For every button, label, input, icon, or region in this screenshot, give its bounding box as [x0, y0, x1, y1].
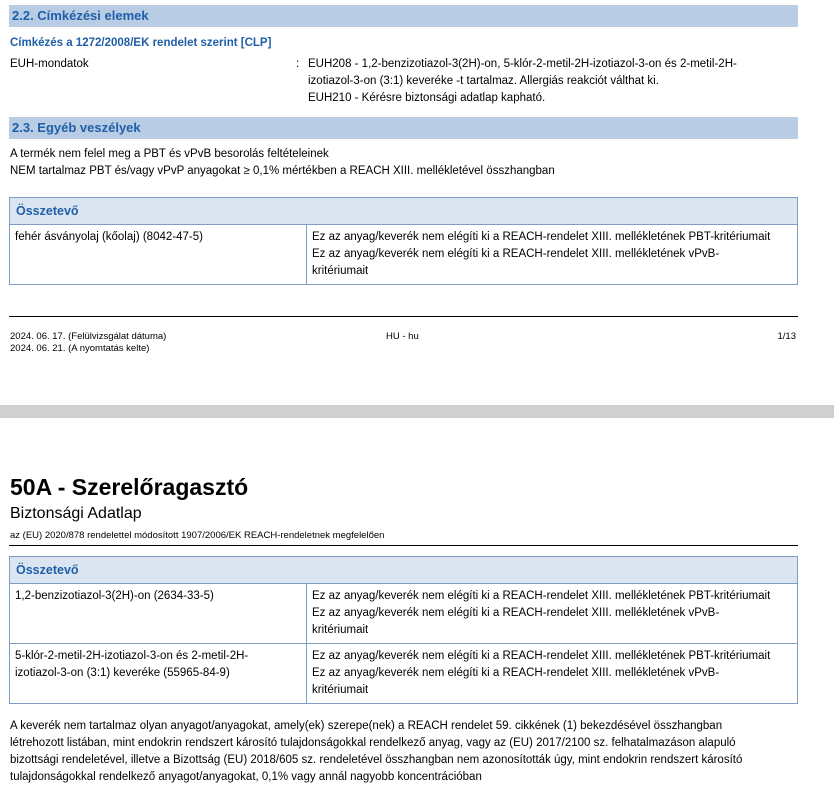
endocrine-line: A keverék nem tartalmaz olyan anyagot/anyagokat, amely(ek) szerepe(nek) a REACH rendelet 59. cikkének (1) bekezdésével összhangban [10, 720, 723, 732]
result-line: Ez az anyag/keverék nem elégíti ki a REACH-rendelet XIII. mellékletének vPvB- [312, 607, 720, 619]
section-2-2-header: 2.2. Címkézési elemek [9, 5, 798, 27]
result-line: kritériumait [312, 684, 369, 696]
result-line: Ez az anyag/keverék nem elégíti ki a REACH-rendelet XIII. mellékletének vPvB- [312, 667, 720, 679]
result-line: Ez az anyag/keverék nem elégíti ki a REACH-rendelet XIII. mellékletének PBT-kritériumait [312, 231, 771, 243]
endocrine-line: létrehozott listában, mint endokrin rendszert károsító tulajdonságokkal rendelkező anyag, vagy az (EU) 2017/2100 sz. felhatalmazáson alapuló [10, 737, 736, 749]
component-line: 5-klór-2-metil-2H-izotiazol-3-on és 2-metil-2H- [15, 650, 249, 662]
pbt-statement [10, 146, 555, 180]
revision-date: 2024. 06. 17. (Felülvizsgálat dátuma) [10, 331, 167, 342]
section-2-3-header: 2.3. Egyéb veszélyek [9, 117, 798, 139]
component-table-1 [9, 197, 798, 285]
footer-language: HU - hu [386, 331, 419, 342]
component-line: 1,2-benzizotiazol-3(2H)-on (2634-33-5) [15, 590, 214, 602]
endocrine-statement [10, 718, 742, 786]
title-rule [9, 545, 798, 546]
table-row [10, 584, 798, 644]
result-line: kritériumait [312, 265, 369, 277]
pbt-line: A termék nem felel meg a PBT és vPvB besorolás feltételeinek [10, 148, 329, 160]
regulation-note: az (EU) 2020/878 rendelettel módosított 1907/2006/EK REACH-rendeletnek megfelelően [10, 530, 385, 541]
euh-line: EUH210 - Kérésre biztonsági adatlap kapható. [308, 92, 546, 104]
pbt-line: NEM tartalmaz PBT és/vagy vPvP anyagokat ≥ 0,1% mértékben a REACH XIII. mellékletével összhangban [10, 165, 555, 177]
euh-line: EUH208 - 1,2-benzizotiazol-3(2H)-on, 5-klór-2-metil-2H-izotiazol-3-on és 2-metil-2H- [308, 58, 737, 70]
document-type: Biztonsági Adatlap [10, 505, 142, 522]
result-line: Ez az anyag/keverék nem elégíti ki a REACH-rendelet XIII. mellékletének vPvB- [312, 248, 720, 260]
footer-rule [9, 316, 798, 317]
component-cell [10, 644, 307, 704]
endocrine-line: bizottsági rendeletével, illetve a Bizottság (EU) 2018/605 sz. rendeletével összhangban nem azonosították úgy, mint endokrin rendszert károsító [10, 754, 743, 766]
euh-line: izotiazol-3-on (3:1) keveréke -t tartalmaz. Allergiás reakciót válthat ki. [308, 75, 659, 87]
page-separator [0, 405, 834, 418]
euh-colon: : [296, 58, 300, 70]
product-title: 50A - Szerelőragasztó [10, 474, 249, 500]
result-cell [307, 225, 798, 285]
table-row [10, 225, 798, 285]
table-header: Összetevő [10, 198, 798, 225]
result-line: kritériumait [312, 624, 369, 636]
component-line: izotiazol-3-on (3:1) keveréke (55965-84-9) [15, 667, 230, 679]
endocrine-line: tulajdonságokkal rendelkező anyagot/anyagokat, 0,1% vagy annál nagyobb koncentrációban [10, 771, 482, 783]
labeling-subheading: Címkézés a 1272/2008/EK rendelet szerint [CLP] [10, 37, 272, 49]
component-cell [10, 584, 307, 644]
print-date: 2024. 06. 21. (A nyomtatás kelte) [10, 343, 150, 354]
result-line: Ez az anyag/keverék nem elégíti ki a REACH-rendelet XIII. mellékletének PBT-kritériumait [312, 650, 771, 662]
euh-statements [308, 56, 737, 107]
component-table-2 [9, 556, 798, 704]
table-header: Összetevő [10, 557, 798, 584]
euh-label: EUH-mondatok [10, 58, 89, 70]
result-line: Ez az anyag/keverék nem elégíti ki a REACH-rendelet XIII. mellékletének PBT-kritériumait [312, 590, 771, 602]
result-cell [307, 584, 798, 644]
page-number: 1/13 [777, 331, 796, 342]
table-row [10, 644, 798, 704]
result-cell [307, 644, 798, 704]
footer-dates [10, 331, 166, 355]
component-cell: fehér ásványolaj (kőolaj) (8042-47-5) [10, 225, 307, 285]
